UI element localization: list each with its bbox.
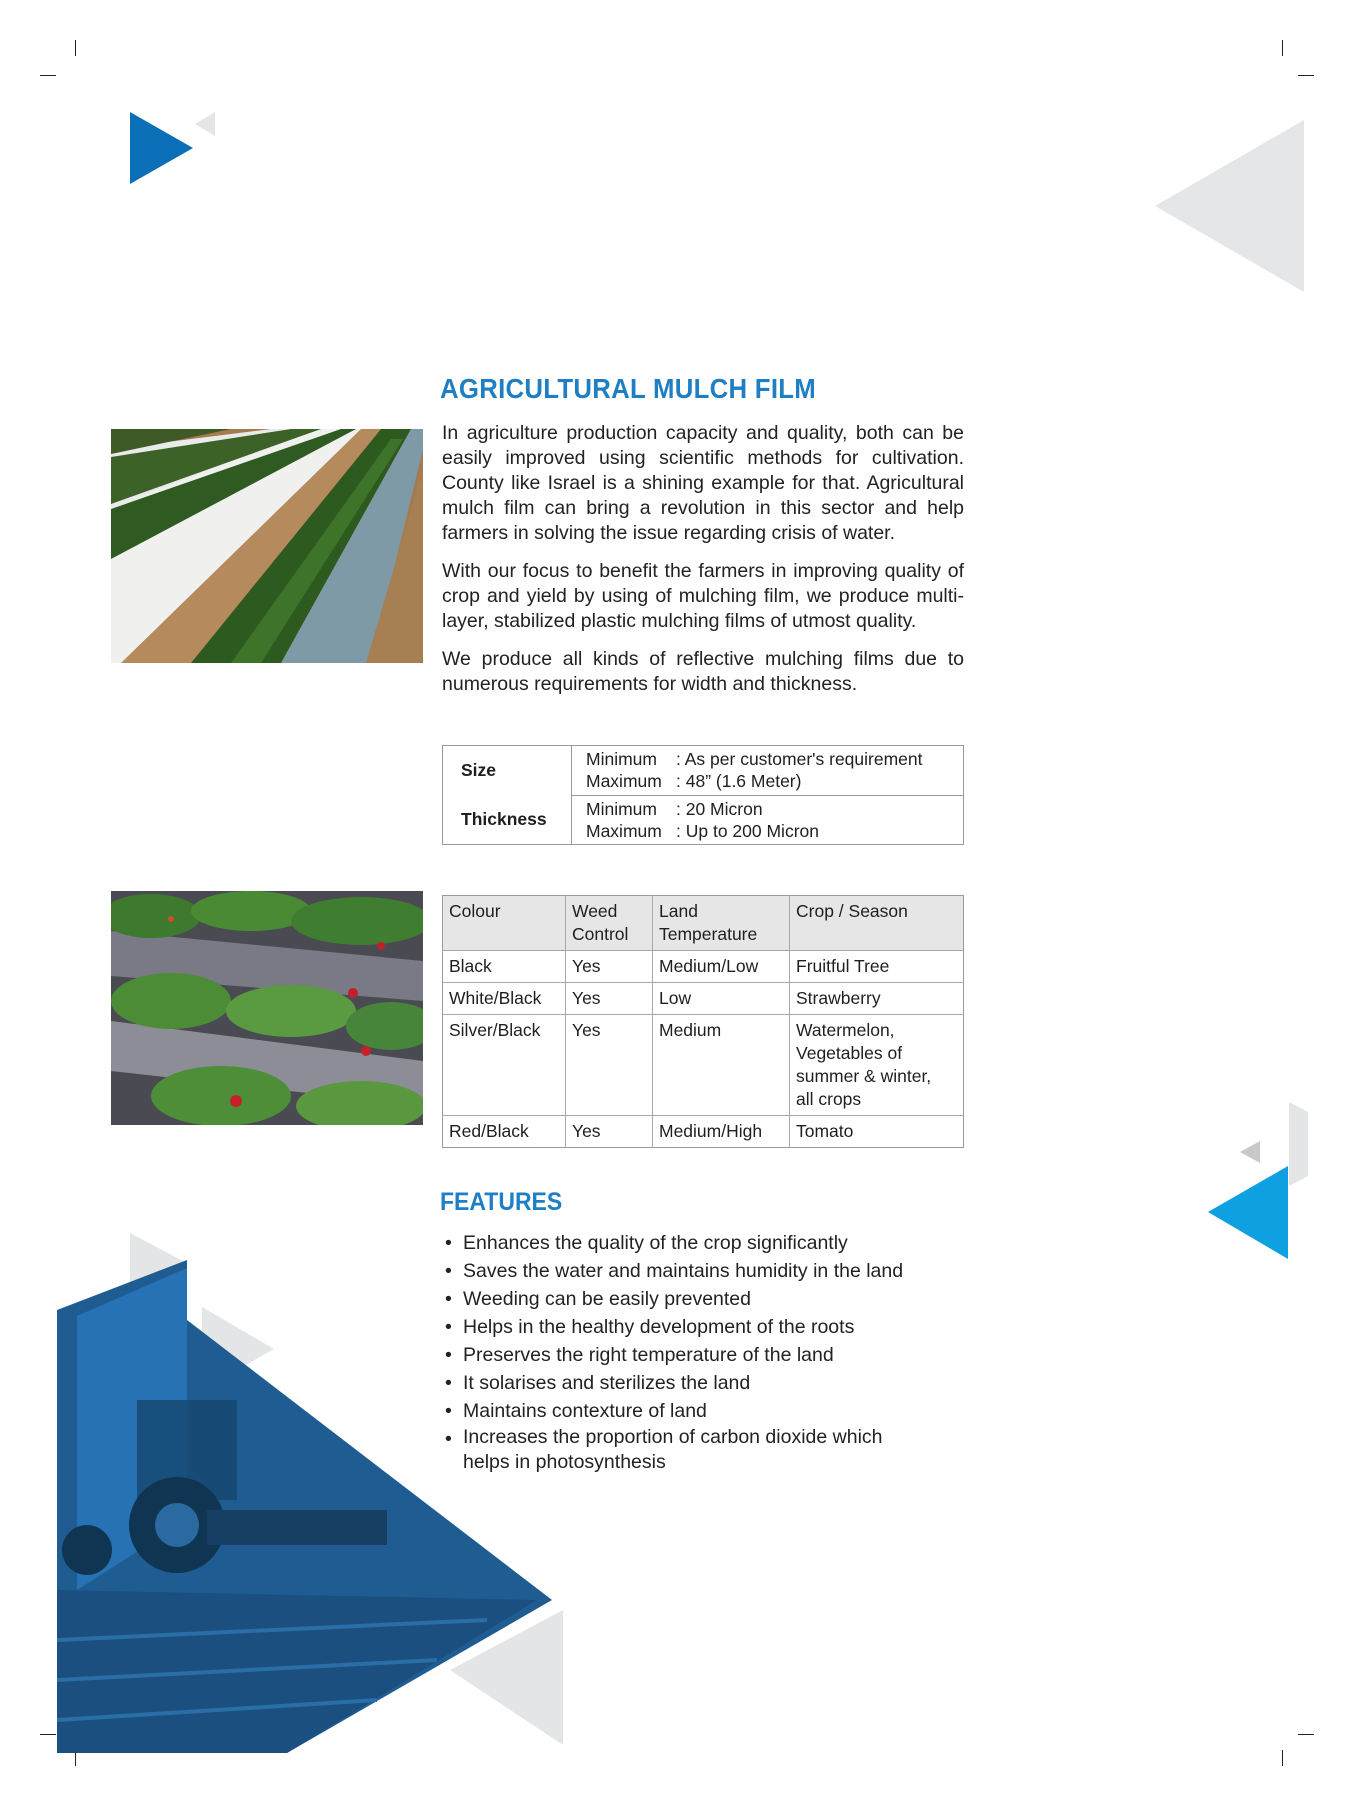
list-item <box>443 1341 963 1369</box>
spec-row-size <box>443 746 964 796</box>
spec-thickness-label: Thickness <box>443 795 572 845</box>
top-right-grey-triangle <box>1155 120 1304 292</box>
table-row <box>443 983 964 1015</box>
table-cell: Fruitful Tree <box>790 951 964 983</box>
feature-text: It solarises and sterilizes the land <box>463 1372 751 1394</box>
spec-key: Maximum <box>586 771 662 792</box>
colour-table-header <box>443 896 964 951</box>
right-light-blue-triangle <box>1208 1166 1288 1259</box>
table-cell: Silver/Black <box>443 1015 566 1116</box>
feature-text: Enhances the quality of the crop significantly <box>463 1232 848 1254</box>
spec-value: : 48” (1.6 Meter) <box>676 771 802 792</box>
table-cell: Low <box>653 983 790 1015</box>
header-cell: Crop / Season <box>790 896 964 951</box>
header-cell: Colour <box>443 896 566 951</box>
right-grey-strip <box>1289 1102 1308 1186</box>
spec-thickness-max <box>586 820 963 842</box>
table-cell: Black <box>443 951 566 983</box>
table-cell: Tomato <box>790 1116 964 1148</box>
features-title: FEATURES <box>440 1188 563 1216</box>
bullet-icon: • <box>445 1316 452 1338</box>
strawberry-mulch-photo <box>111 891 423 1125</box>
spec-value: : 20 Micron <box>676 798 763 819</box>
feature-text: Weeding can be easily prevented <box>463 1288 751 1310</box>
bullet-icon: • <box>445 1428 452 1450</box>
table-cell: Yes <box>566 983 653 1015</box>
spec-size-min <box>586 748 963 770</box>
page-title: AGRICULTURAL MULCH FILM <box>440 373 817 404</box>
bullet-icon: • <box>445 1372 452 1394</box>
spec-size-values <box>572 746 964 796</box>
list-item <box>443 1313 963 1341</box>
feature-text: Increases the proportion of carbon dioxide which helps in photosynthesis <box>463 1426 883 1473</box>
table-cell: Watermelon, Vegetables of summer & winter, all crops <box>790 1015 964 1116</box>
feature-text: Preserves the right temperature of the land <box>463 1344 834 1366</box>
features-list <box>443 1229 963 1476</box>
table-cell: Yes <box>566 1116 653 1148</box>
feature-text: Maintains contexture of land <box>463 1400 707 1422</box>
right-small-grey-triangle <box>1240 1141 1260 1163</box>
spec-row-thickness <box>443 795 964 845</box>
spec-value: : As per customer's requirement <box>676 749 923 770</box>
focus-paragraph: With our focus to benefit the farmers in improving quality of crop and yield by using of mulching film, we produce multi-layer, stabilized plastic mulching films of utmost quality. <box>442 560 964 632</box>
intro-paragraph: In agriculture production capacity and quality, both can be easily improved using scientific methods for cultivation. County like Israel is a shining example for that. Agricultural mulch film can bring a revolution in this sector and help farmers in solving the issue regarding crisis of water. <box>442 422 964 544</box>
list-item <box>443 1425 883 1476</box>
list-item <box>443 1397 963 1425</box>
list-item <box>443 1285 963 1313</box>
spec-thickness-min <box>586 798 963 820</box>
table-row <box>443 1015 964 1116</box>
feature-text: Saves the water and maintains humidity in the land <box>463 1260 904 1282</box>
bullet-icon: • <box>445 1288 452 1310</box>
bullet-icon: • <box>445 1260 452 1282</box>
table-cell: Medium/Low <box>653 951 790 983</box>
spec-key: Minimum <box>586 749 657 770</box>
top-left-blue-triangle <box>130 112 193 184</box>
spec-key: Minimum <box>586 798 657 819</box>
table-cell: Yes <box>566 1015 653 1116</box>
reflective-paragraph: We produce all kinds of reflective mulching films due to numerous requirements for width and thickness. <box>442 648 964 695</box>
table-row <box>443 1116 964 1148</box>
top-left-small-grey-triangle <box>195 112 215 136</box>
header-cell: Weed Control <box>566 896 653 951</box>
bullet-icon: • <box>445 1400 452 1422</box>
spec-value: : Up to 200 Micron <box>676 820 819 841</box>
spec-size-label: Size <box>443 746 572 796</box>
spec-key: Maximum <box>586 820 662 841</box>
table-cell: Red/Black <box>443 1116 566 1148</box>
bullet-icon: • <box>445 1232 452 1254</box>
list-item <box>443 1257 963 1285</box>
spec-thickness-values <box>572 795 964 845</box>
header-cell: Land Temperature <box>653 896 790 951</box>
bullet-icon: • <box>445 1344 452 1366</box>
table-cell: Medium/High <box>653 1116 790 1148</box>
table-row <box>443 951 964 983</box>
mulch-field-photo <box>111 429 423 663</box>
table-cell: White/Black <box>443 983 566 1015</box>
spec-size-max <box>586 770 963 792</box>
list-item <box>443 1369 963 1397</box>
colour-table <box>442 895 964 1148</box>
table-cell: Yes <box>566 951 653 983</box>
feature-text: Helps in the healthy development of the roots <box>463 1316 855 1338</box>
list-item <box>443 1229 963 1257</box>
spec-table <box>442 745 964 845</box>
table-cell: Medium <box>653 1015 790 1116</box>
table-cell: Strawberry <box>790 983 964 1015</box>
